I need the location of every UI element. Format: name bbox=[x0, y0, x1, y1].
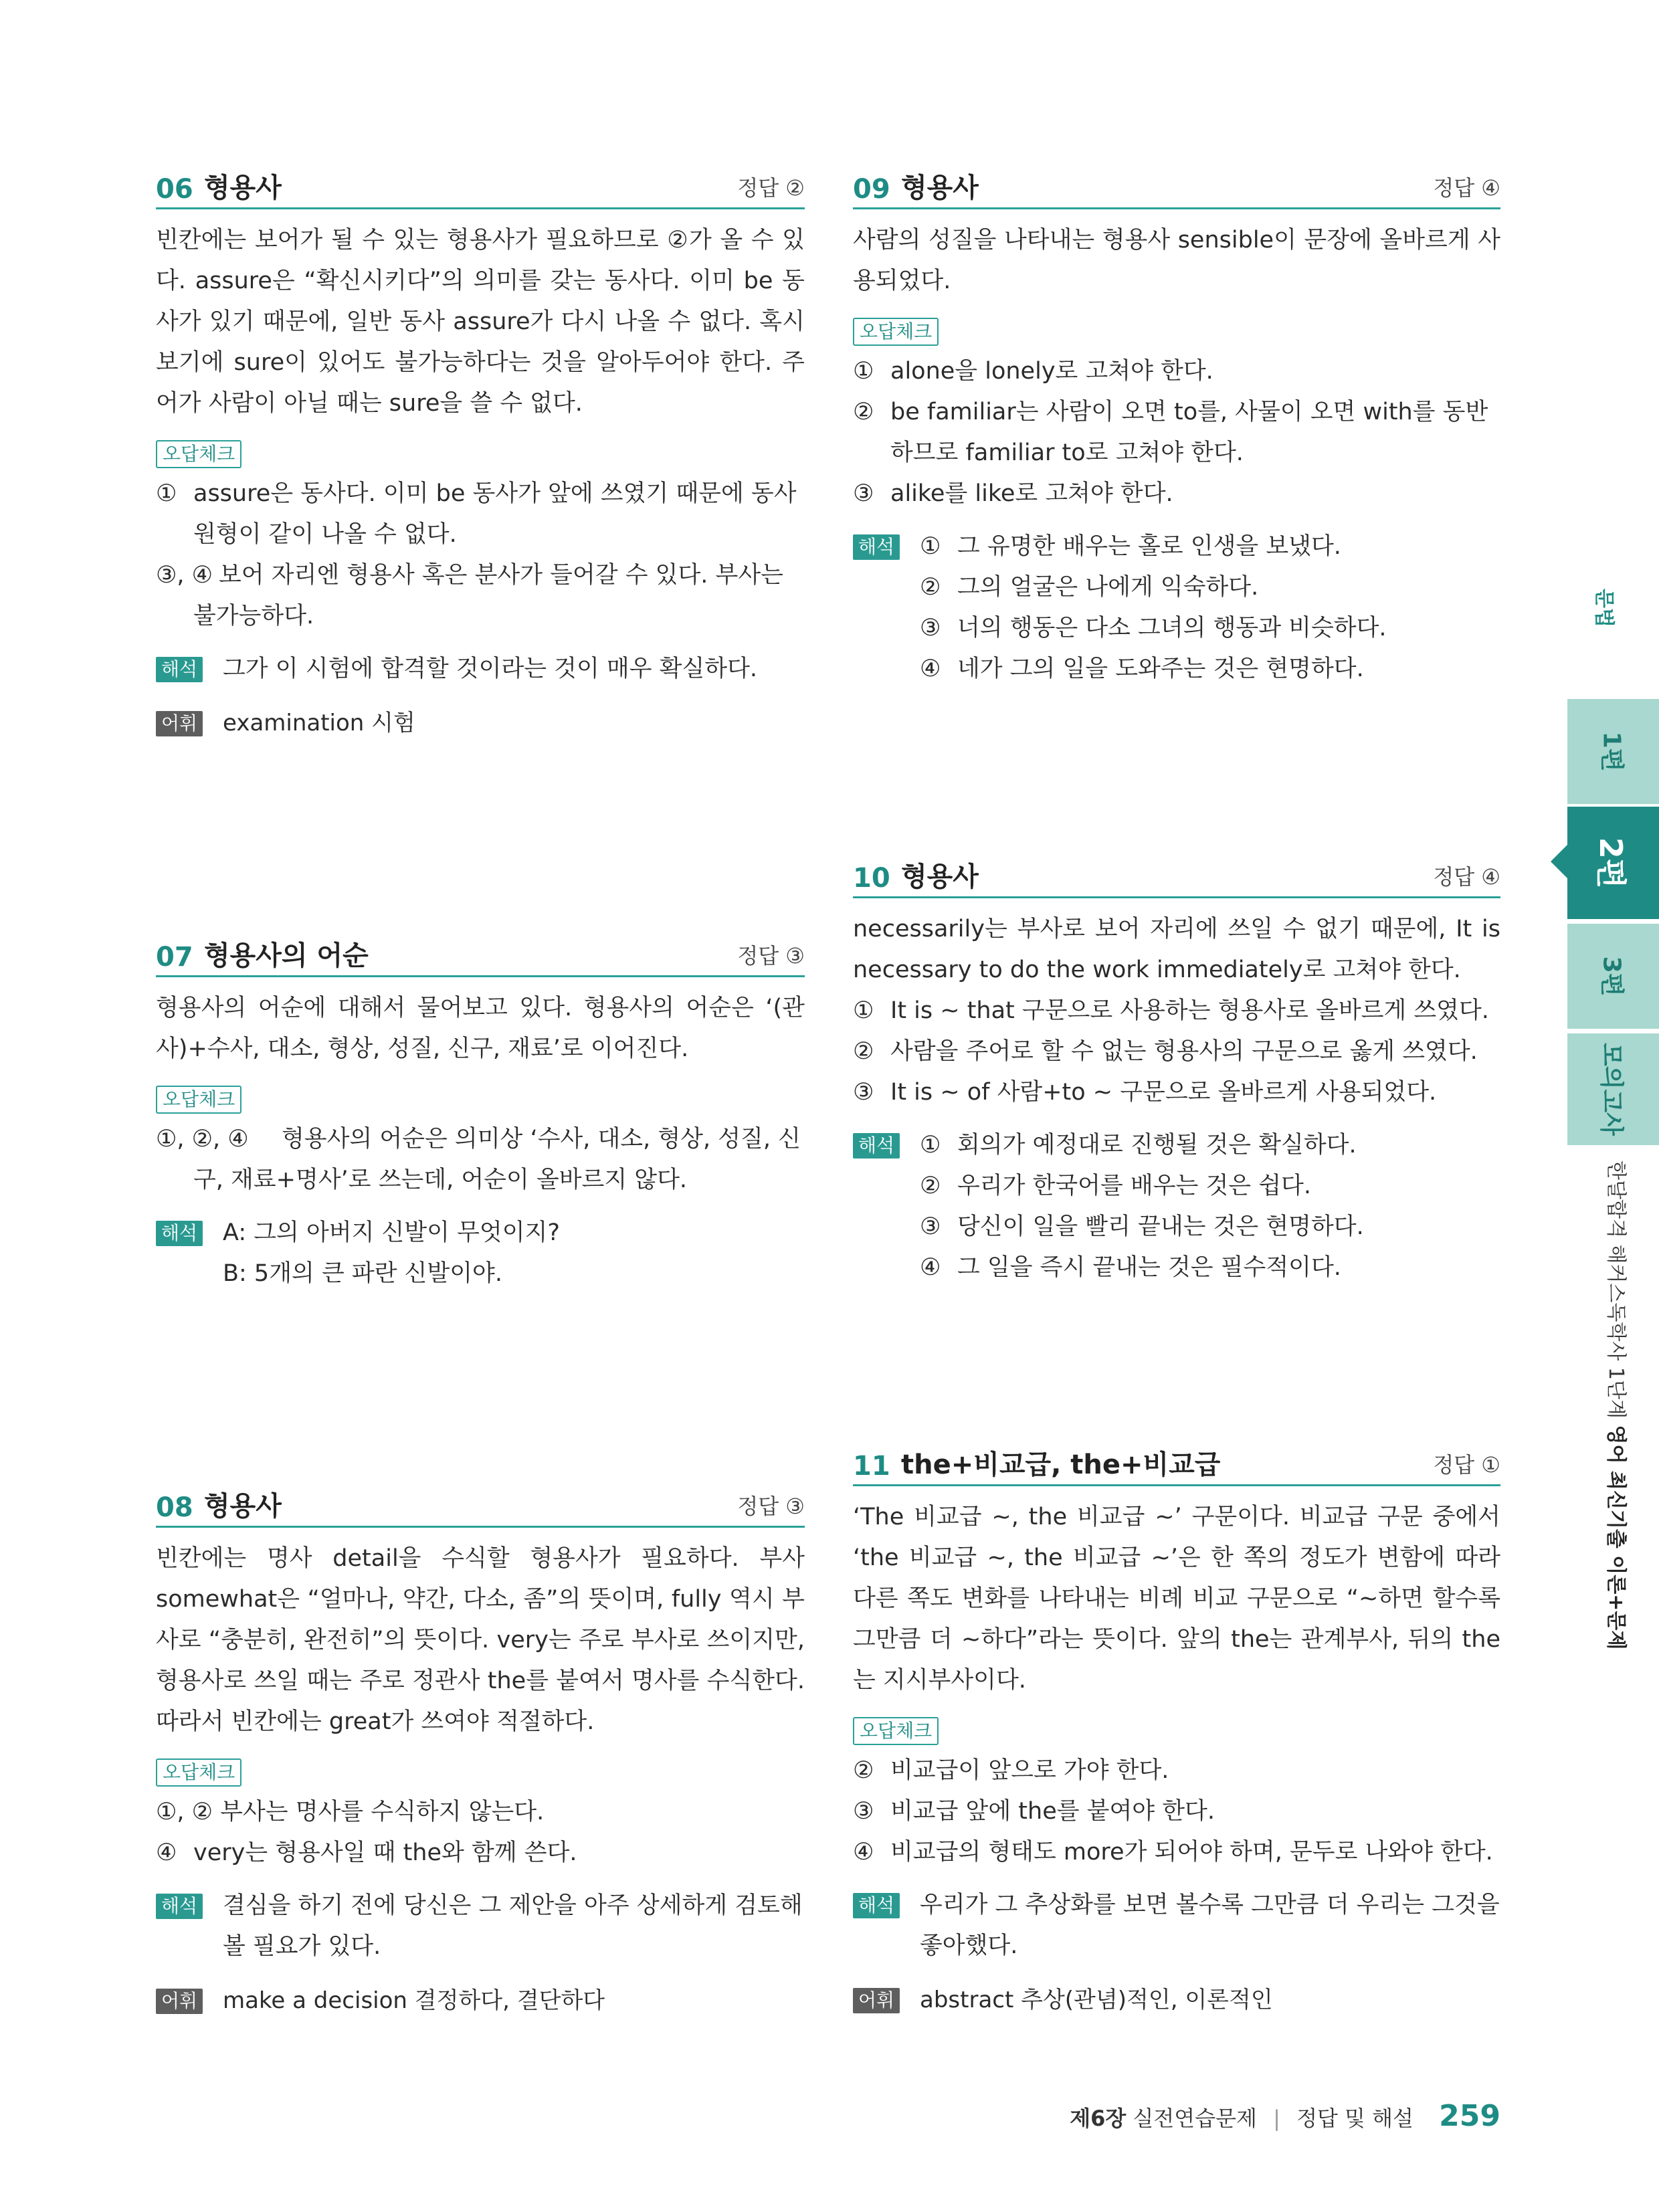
list-item: ③, ④ 보어 자리엔 형용사 혹은 분사가 들어갈 수 있다. 부사는 불가능하다. bbox=[156, 562, 783, 629]
translation bbox=[853, 526, 1500, 690]
vocabulary: 어휘 make a decision 결정하다, 결단하다 bbox=[156, 1981, 805, 2021]
explanation-text: 형용사의 어순에 대해서 물어보고 있다. 형용사의 어순은 ‘(관사)+수사, 대소, 형상, 성질, 신구, 재료’로 이어진다. bbox=[156, 995, 805, 1062]
section-header bbox=[853, 1447, 1500, 1486]
vocabulary-label: 어휘 bbox=[853, 1988, 900, 2013]
question-number: 08 bbox=[156, 1492, 193, 1523]
section-header bbox=[156, 1488, 805, 1528]
list-item: ① It is ~ that 구문으로 사용하는 형용사로 올바르게 쓰였다. bbox=[853, 997, 1489, 1024]
translation-label: 해석 bbox=[156, 1894, 203, 1919]
section-title: the+비교급, the+비교급 bbox=[901, 1449, 1221, 1480]
page-footer bbox=[1070, 2099, 1500, 2133]
footer-section: 정답 및 해설 bbox=[1296, 2106, 1413, 2131]
translation-item: ③ 당신이 일을 빨리 끝내는 것은 현명하다. bbox=[920, 1213, 1364, 1240]
list-item: ① assure은 동사다. 이미 be 동사가 앞에 쓰였기 때문에 동사원형이 같이 나올 수 없다. bbox=[156, 480, 797, 548]
question-number: 06 bbox=[156, 174, 193, 205]
translation-item: ④ 네가 그의 일을 도와주는 것은 현명하다. bbox=[920, 656, 1364, 682]
list-item: ② 사람을 주어로 할 수 없는 형용사의 구문으로 옳게 쓰였다. bbox=[853, 1038, 1478, 1065]
explanation-text: 빈칸에는 명사 detail을 수식할 형용사가 필요하다. 부사 somewhat은 “얼마나, 약간, 다소, 좀”의 뜻이며, fully 역시 부사로 “충분히, 완전히”의 뜻이다. very는 주로 부사로 쓰이지만, 형용사로 쓰일 때는 주로 정관사 the를 붙여서 명사를 수식한다. 따라서 빈칸에는 great가 쓰여야 적절하다. bbox=[156, 1545, 805, 1735]
section-title: 형용사의 어순 bbox=[204, 940, 369, 971]
translation: 해석 그가 이 시험에 합격할 것이라는 것이 매우 확실하다. bbox=[156, 649, 805, 690]
translation: 해석 A: 그의 아버지 신발이 무엇이지? B: 5개의 큰 파란 신발이야. bbox=[156, 1213, 805, 1294]
section-10 bbox=[853, 859, 1500, 1288]
page-number: 259 bbox=[1439, 2099, 1500, 2133]
question-number: 11 bbox=[853, 1451, 890, 1482]
list-item: ③ alike를 like로 고쳐야 한다. bbox=[853, 480, 1173, 507]
explanation-text: ‘The 비교급 ~, the 비교급 ~’ 구문이다. 비교급 구문 중에서 ‘the 비교급 ~, the 비교급 ~’은 한 쪽의 정도가 변함에 따라 다른 쪽도 변화를 나타내는 비례 비교 구문으로 “~하면 할수록 그만큼 더 ~하다”라는 뜻이다. 앞의 the는 관계부사, 뒤의 the는 지시부사이다. bbox=[853, 1504, 1500, 1694]
question-number: 10 bbox=[853, 863, 890, 894]
translation bbox=[853, 1125, 1500, 1288]
translation-label: 해석 bbox=[853, 1893, 900, 1918]
wrong-answer-check-label: 오답체크 bbox=[156, 440, 241, 468]
tab-mock-exam[interactable]: 모의고사 bbox=[1567, 1033, 1659, 1145]
list-item: ④ 비교급의 형태도 more가 되어야 하며, 문두로 나와야 한다. bbox=[853, 1839, 1493, 1866]
section-header bbox=[156, 938, 805, 977]
translation-label: 해석 bbox=[156, 657, 203, 682]
section-title: 형용사 bbox=[204, 1491, 282, 1522]
translation: 해석 결심을 하기 전에 당신은 그 제안을 아주 상세하게 검토해 볼 필요가 있다. bbox=[156, 1886, 805, 1967]
translation-item: ① 그 유명한 배우는 홀로 인생을 보냈다. bbox=[920, 533, 1341, 560]
section-11 bbox=[853, 1447, 1500, 2021]
active-tab-pointer bbox=[1551, 844, 1568, 879]
wrong-answer-list bbox=[853, 1750, 1500, 1873]
wrong-answer-check-label: 오답체크 bbox=[853, 318, 939, 346]
answer-label: 정답 ② bbox=[737, 175, 805, 201]
footer-divider: | bbox=[1273, 2106, 1280, 2131]
translation-label: 해석 bbox=[853, 534, 900, 560]
vocabulary: 어휘 examination 시험 bbox=[156, 703, 805, 744]
list-item: ① alone을 lonely로 고쳐야 한다. bbox=[853, 358, 1213, 385]
wrong-answer-list bbox=[156, 1119, 805, 1201]
tab-part-1[interactable]: 1편 bbox=[1567, 699, 1659, 804]
section-title: 형용사 bbox=[204, 173, 282, 203]
list-item: ② 비교급이 앞으로 가야 한다. bbox=[853, 1757, 1169, 1784]
translation-label: 해석 bbox=[156, 1221, 203, 1246]
wrong-answer-list bbox=[156, 1792, 805, 1874]
chapter-number: 제6장 bbox=[1070, 2106, 1127, 2131]
explanation-text: 사람의 성질을 나타내는 형용사 sensible이 문장에 올바르게 사용되었다. bbox=[853, 227, 1500, 294]
question-number: 09 bbox=[853, 174, 890, 205]
list-item: ③ 비교급 앞에 the를 붙여야 한다. bbox=[853, 1798, 1215, 1825]
vocabulary-label: 어휘 bbox=[156, 1989, 203, 2014]
list-item: ①, ② 부사는 명사를 수식하지 않는다. bbox=[156, 1799, 545, 1825]
wrong-answer-list bbox=[156, 474, 805, 637]
translation-label: 해석 bbox=[853, 1133, 900, 1159]
translation: 해석 우리가 그 추상화를 보면 볼수록 그만큼 더 우리는 그것을 좋아했다. bbox=[853, 1885, 1500, 1967]
answer-label: 정답 ③ bbox=[737, 1494, 805, 1519]
check-list bbox=[853, 991, 1500, 1113]
section-header bbox=[156, 170, 805, 209]
list-item: ② be familiar는 사람이 오면 to를, 사물이 오면 with를 동반하므로 familiar to로 고쳐야 한다. bbox=[853, 399, 1488, 466]
section-title: 형용사 bbox=[901, 862, 979, 892]
list-item: ①, ②, ④ 형용사의 어순은 의미상 ‘수사, 대소, 형상, 성질, 신구, 재료+명사’로 쓰는데, 어순이 올바르지 않다. bbox=[156, 1126, 801, 1193]
section-title: 형용사 bbox=[901, 173, 979, 203]
vocabulary: 어휘 abstract 추상(관념)적인, 이론적인 bbox=[853, 1980, 1500, 2021]
tab-part-2[interactable]: 2편 bbox=[1567, 807, 1659, 919]
section-09 bbox=[853, 170, 1500, 690]
answer-label: 정답 ④ bbox=[1433, 175, 1500, 201]
translation-item: ② 우리가 한국어를 배우는 것은 쉽다. bbox=[920, 1173, 1311, 1199]
list-item: ④ very는 형용사일 때 the와 함께 쓴다. bbox=[156, 1839, 577, 1866]
translation-item: ④ 그 일을 즉시 끝내는 것은 필수적이다. bbox=[920, 1254, 1341, 1281]
section-06 bbox=[156, 170, 805, 744]
tab-part-3[interactable]: 3편 bbox=[1567, 924, 1659, 1029]
answer-label: 정답 ③ bbox=[737, 943, 805, 969]
vocabulary-label: 어휘 bbox=[156, 711, 203, 736]
section-07 bbox=[156, 938, 805, 1294]
wrong-answer-list bbox=[853, 351, 1500, 514]
answer-label: 정답 ① bbox=[1433, 1452, 1500, 1478]
book-title-vertical: 한달합격 해커스독학사 1단계 영어 최신기출 이론+문제 bbox=[1604, 1161, 1628, 1650]
wrong-answer-check-label: 오답체크 bbox=[853, 1717, 939, 1745]
section-header bbox=[853, 170, 1500, 209]
translation-item: ① 회의가 예정대로 진행될 것은 확실하다. bbox=[920, 1132, 1357, 1159]
list-item: ③ It is ~ of 사람+to ~ 구문으로 올바르게 사용되었다. bbox=[853, 1079, 1437, 1106]
translation-item: ③ 너의 행동은 다소 그녀의 행동과 비슷하다. bbox=[920, 615, 1387, 641]
chapter-title: 실전연습문제 bbox=[1133, 2106, 1257, 2131]
wrong-answer-check-label: 오답체크 bbox=[156, 1086, 241, 1114]
question-number: 07 bbox=[156, 942, 193, 973]
explanation-text: necessarily는 부사로 보어 자리에 쓰일 수 없기 때문에, It is necessary to do the work immediately로 고쳐야 한다. bbox=[853, 916, 1500, 983]
answer-label: 정답 ④ bbox=[1433, 864, 1500, 890]
wrong-answer-check-label: 오답체크 bbox=[156, 1758, 241, 1787]
section-08 bbox=[156, 1488, 805, 2021]
explanation-text: 빈칸에는 보어가 될 수 있는 형용사가 필요하므로 ②가 올 수 있다. assure은 “확신시키다”의 의미를 갖는 동사다. 이미 be 동사가 있기 때문에, 일반 동사 assure가 다시 나올 수 없다. 혹시 보기에 sure이 있어도 불가능하다는 것을 알아두어야 한다. 주어가 사람이 아닐 때는 sure을 쓸 수 없다. bbox=[156, 227, 805, 417]
translation-item: ② 그의 얼굴은 나에게 익숙하다. bbox=[920, 574, 1259, 601]
section-header bbox=[853, 859, 1500, 898]
